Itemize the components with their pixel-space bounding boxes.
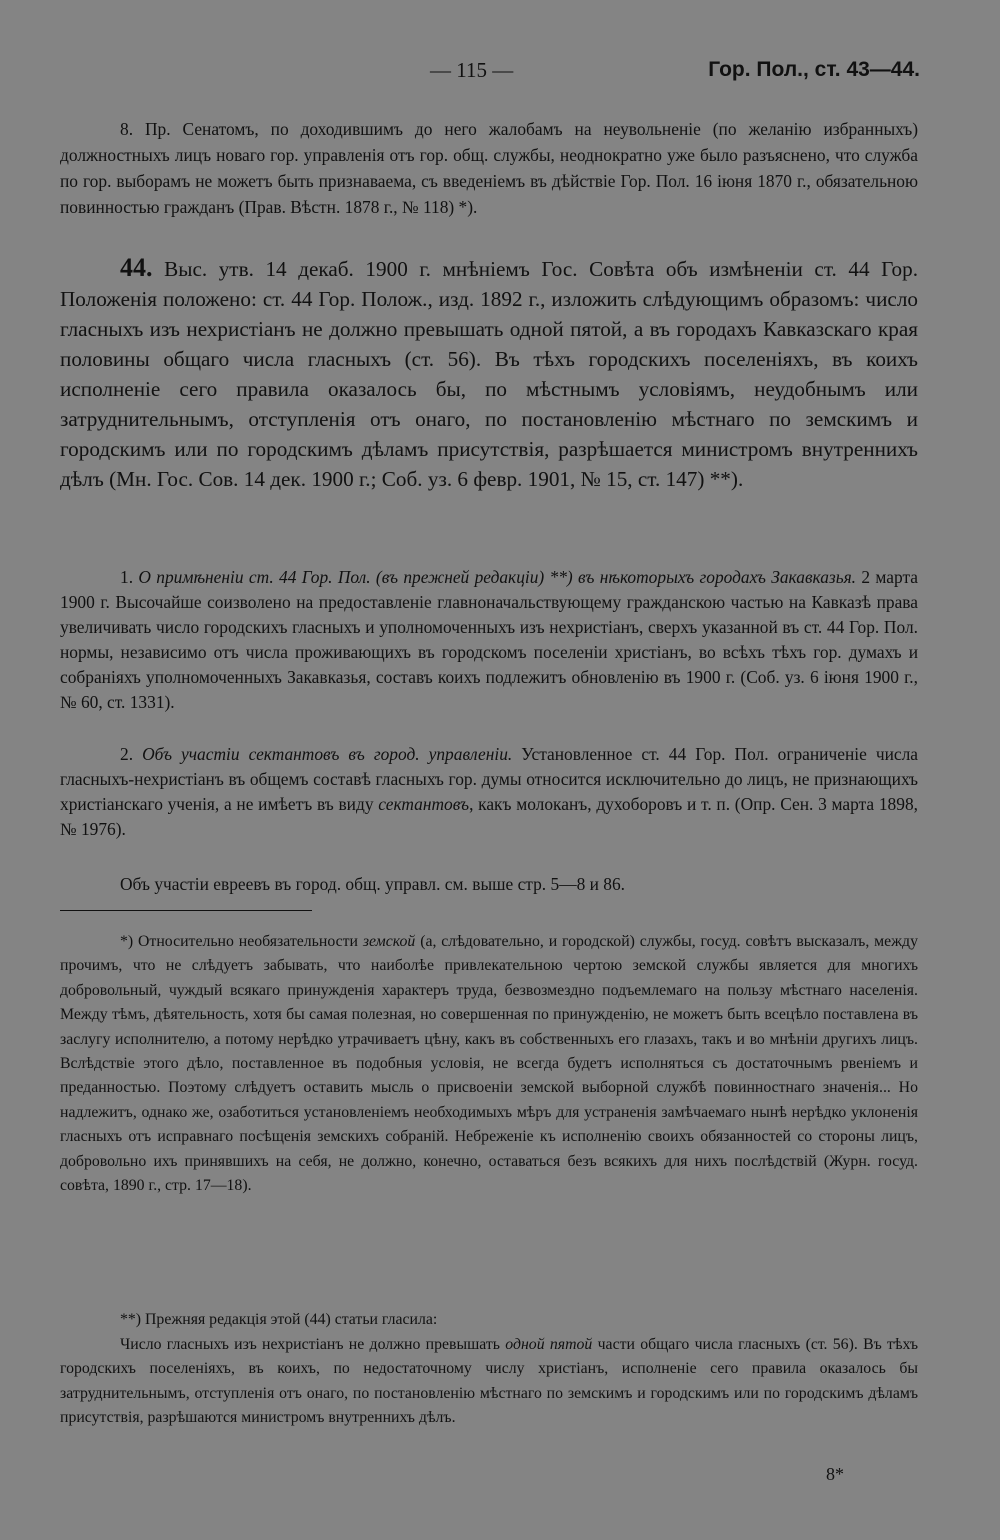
note-1-number: 1. bbox=[120, 567, 139, 587]
article-44-text: Выс. утв. 14 декаб. 1900 г. мнѣніемъ Гос. Совѣта объ измѣненіи ст. 44 Гор. Положенія положено: ст. 44 Гор. Полож., изд. 1892 г., изложить слѣдующимъ образомъ: число гласныхъ изъ нехристіанъ не должно превышать одной пятой, а въ городахъ Кавказскаго края половины общаго числа гласныхъ (ст. 56). Въ тѣхъ городскихъ поселеніяхъ, въ коихъ исполненіе сего правила оказалось бы, по мѣстнымъ условіямъ, неудобнымъ или затруднительнымъ, отступленія отъ онаго, по постановленію мѣстнаго по земскимъ и городскимъ или по городскимъ дѣламъ присутствія, разрѣшается министромъ внутреннихъ дѣлъ (Мн. Гос. Сов. 14 дек. 1900 г.; Соб. уз. 6 февр. 1901, № 15, ст. 147) **). bbox=[60, 257, 918, 491]
note-1 bbox=[60, 565, 918, 715]
footnote-2-text-b: части общаго числа гласныхъ (ст. 56). Въ тѣхъ городскихъ поселеніяхъ, въ коихъ, по недостаточному числу христіанъ, исполненіе сего правила оказалось бы затруднительнымъ, отступленія отъ онаго, по постановленію мѣстнаго по земскимъ и городскимъ или по городскимъ дѣламъ присутствія, разрѣшаются министромъ внутреннихъ дѣлъ. bbox=[60, 1336, 918, 1427]
footnote-1-zemskoy: земской bbox=[362, 933, 416, 950]
page-number: — 115 — bbox=[430, 58, 514, 82]
note-2-number: 2. bbox=[120, 744, 143, 764]
note-1-title: О примѣненіи ст. 44 Гор. Пол. (въ прежней редакціи) **) въ нѣкоторыхъ городахъ Закавказья. bbox=[138, 567, 857, 587]
running-header bbox=[60, 58, 920, 88]
article-number: 44. bbox=[120, 253, 153, 282]
footnote-2-quote bbox=[60, 1333, 918, 1431]
article-44 bbox=[60, 253, 918, 494]
note-2 bbox=[60, 742, 918, 842]
footnote-divider bbox=[60, 910, 312, 911]
footnote-1-text-b: (а, слѣдовательно, и городской) службы, госуд. совѣтъ высказалъ, между прочимъ, что не слѣдуетъ забывать, что наиболѣе привлекательною чертою земской службы является для многихъ добровольный, чуждый всякаго принужденія характеръ труда, безвозмездно подъемлемаго на пользу мѣстнаго населенія. Между тѣмъ, дѣятельность, хотя бы самая полезная, но совершенная по принужденію, не можетъ быть всецѣло поставлена въ заслугу исполнителю, а потому нерѣдко утрачиваетъ цѣну, какъ въ собственныхъ его глазахъ, такъ и во мнѣніи другихъ лицъ. Вслѣдствіе этого дѣло, поставленное въ подобныя условія, не всегда будетъ исполняться съ достаточнымъ рвеніемъ и преданностью. Поэтому слѣдуетъ оставить мысль о присвоеніи земской выборной службѣ повинностнаго значенія... Но надлежитъ, однако же, озаботиться установленіемъ необходимыхъ мѣръ для устраненія замѣчаемаго нынѣ нерѣдко уклоненія гласныхъ отъ исправнаго посѣщенія земскихъ собраній. Небреженіе къ исполненію своихъ обязанностей со стороны лицъ, добровольно ихъ принявшихъ на себя, не должно, конечно, оставаться безъ всякихъ для нихъ послѣдствій (Журн. госуд. совѣта, 1890 г., стр. 17—18). bbox=[60, 933, 918, 1195]
footnote-2-text-a: Число гласныхъ изъ нехристіанъ не должно превышать bbox=[120, 1336, 506, 1353]
footnote-1 bbox=[60, 930, 918, 1198]
signature-mark: 8* bbox=[826, 1464, 844, 1484]
note-2-sectants: сектантовъ bbox=[378, 794, 470, 814]
footnote-1-text-a: *) Относительно необязательности bbox=[120, 933, 363, 950]
footnote-2-one-fifth: одной пятой bbox=[505, 1336, 593, 1353]
footnote-2-intro: **) Прежняя редакція этой (44) статьи гласила: bbox=[120, 1311, 438, 1328]
section-reference: Гор. Пол., ст. 43—44. bbox=[708, 58, 920, 81]
note-1-text: 2 марта 1900 г. Высочайше соизволено на предоставленіе главноначальствующему гражданскою частью на Кавказѣ права увеличивать число городскихъ гласныхъ и уполномоченныхъ изъ нехристіанъ, сверхъ указанной въ ст. 44 Гор. Пол. нормы, независимо отъ числа проживающихъ въ городскомъ поселеніи христіанъ, во всѣхъ тѣхъ гор. думахъ и собраніяхъ уполномоченныхъ Закавказья, составъ коихъ подлежитъ обновленію въ 1900 г. (Соб. уз. 6 іюня 1900 г., № 60, ст. 1331). bbox=[60, 567, 919, 712]
jews-reference: Объ участіи евреевъ въ город. общ. управл. см. выше стр. 5—8 и 86. bbox=[120, 874, 626, 894]
note-2-text-a: Установленное ст. 44 Гор. Пол. ограниченіе числа гласныхъ-нехристіанъ въ общемъ составѣ гласныхъ гор. думы относится исключительно до лицъ, не признающихъ христіанскаго ученія, а не имѣетъ въ виду bbox=[60, 744, 919, 814]
note-2-text-b: , какъ молоканъ, духоборовъ и т. п. (Опр. Сен. 3 марта 1898, № 1976). bbox=[60, 794, 918, 839]
paragraph-note-8: 8. Пр. Сенатомъ, по доходившимъ до него жалобамъ на неувольненіе (по желанію избранныхъ) должностныхъ лицъ новаго гор. управленія отъ гор. общ. службы, неоднократно уже было разъяснено, что служба по гор. выборамъ не можетъ быть признаваема, съ введеніемъ въ дѣйствіе Гор. Пол. 16 іюня 1870 г., обязательною повинностью гражданъ (Прав. Вѣстн. 1878 г., № 118) *). bbox=[60, 119, 918, 217]
note-2-title: Объ участіи сектантовъ въ город. управленіи. bbox=[142, 744, 513, 764]
